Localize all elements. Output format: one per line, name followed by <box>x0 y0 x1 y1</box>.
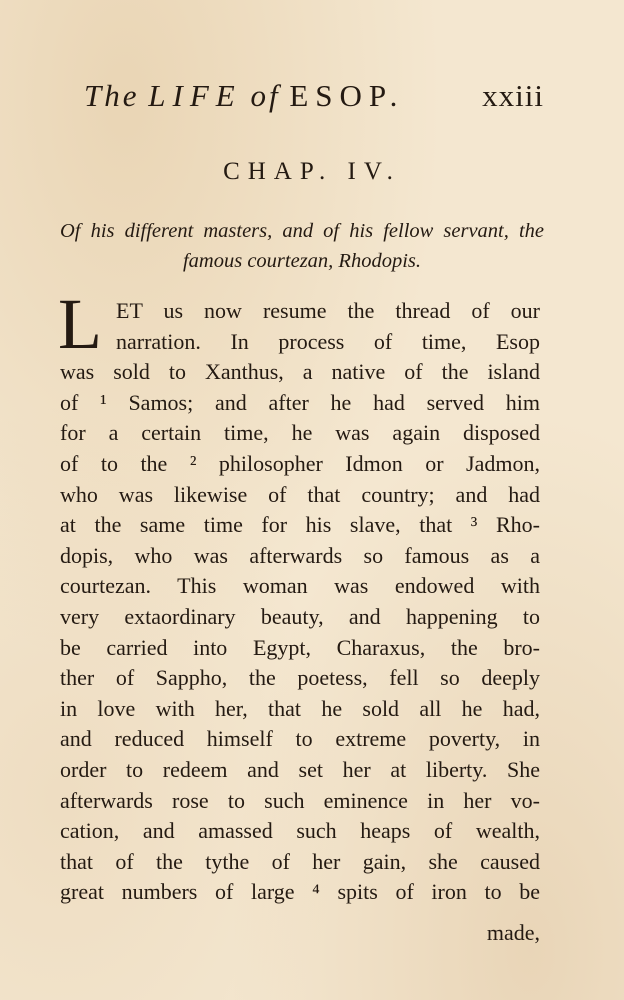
running-title-name: ESOP. <box>289 78 405 113</box>
body-line: ther of Sappho, the poetess, fell so deeply <box>60 665 540 691</box>
body-text <box>60 296 540 908</box>
page-number: xxiii <box>482 78 544 113</box>
body-line: order to redeem and set her at liberty. She <box>60 756 540 782</box>
running-title-the: The <box>84 78 140 113</box>
body-line: be carried into Egypt, Charaxus, the bro- <box>60 634 540 660</box>
running-title-life: LIFE <box>148 78 242 113</box>
body-line: very extaordinary beauty, and happening to <box>60 603 540 629</box>
body-line: of to the ² philosopher Idmon or Jadmon, <box>60 450 540 476</box>
subtitle-line-2: famous courtezan, Rhodopis. <box>182 250 422 272</box>
body-line: afterwards rose to such eminence in her vo- <box>60 787 540 813</box>
chapter-subtitle <box>60 216 544 276</box>
body-line: and reduced himself to extreme poverty, in <box>60 726 540 752</box>
body-line: that of the tythe of her gain, she caused <box>60 848 540 874</box>
body-line: courtezan. This woman was endowed with <box>60 573 540 599</box>
body-line: great numbers of large ⁴ spits of iron to be <box>60 879 540 905</box>
body-line: for a certain time, he was again disposed <box>60 420 540 446</box>
body-line: of ¹ Samos; and after he had served him <box>60 389 540 415</box>
body-line: was sold to Xanthus, a native of the island <box>60 359 540 385</box>
chapter-heading: CHAP. IV. <box>223 158 401 185</box>
body-line: cation, and amassed such heaps of wealth, <box>60 818 540 844</box>
subtitle-line-1: Of his different masters, and of his fellow servant, the <box>60 220 544 242</box>
running-title <box>84 78 404 114</box>
running-title-of: of <box>250 78 281 113</box>
body-line: at the same time for his slave, that ³ Rho- <box>60 512 540 538</box>
body-line: narration. In process of time, Esop <box>116 328 540 354</box>
catchword: made, <box>486 920 540 945</box>
body-line: in love with her, that he sold all he had, <box>60 695 540 721</box>
body-line: dopis, who was afterwards so famous as a <box>60 542 540 568</box>
body-line: ET us now resume the thread of our <box>116 298 540 323</box>
running-head <box>84 78 544 118</box>
drop-cap: L <box>58 284 102 364</box>
body-line: who was likewise of that country; and had <box>60 481 540 507</box>
